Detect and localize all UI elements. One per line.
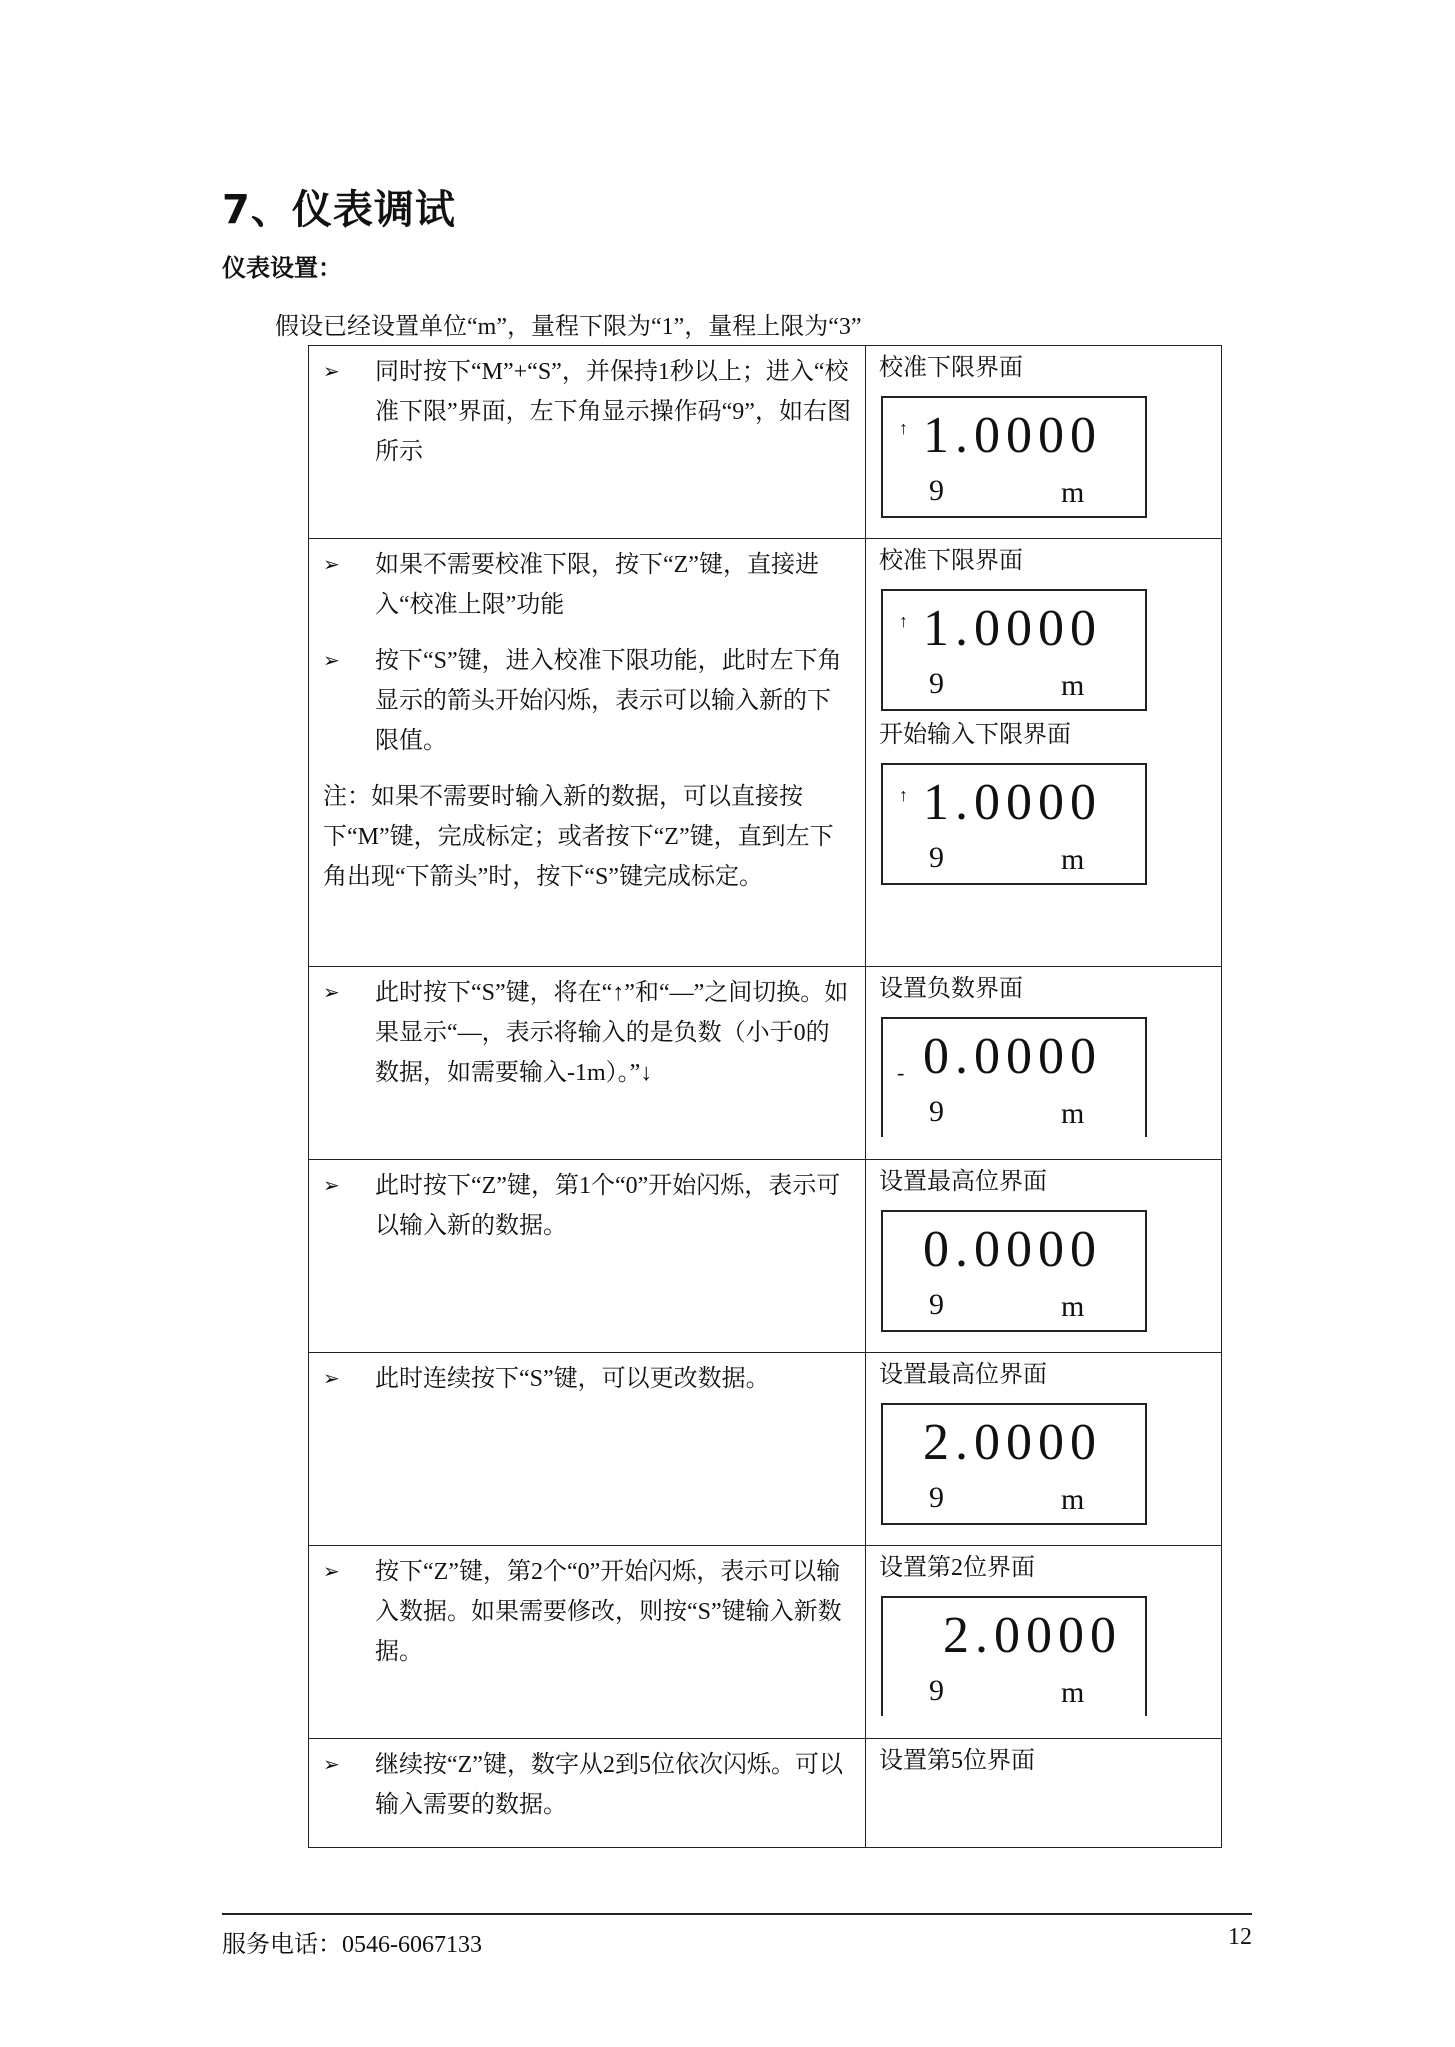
step-bullet — [323, 641, 851, 761]
up-arrow-icon: ↑ — [899, 785, 908, 805]
sub-title: 仪表设置： — [222, 254, 342, 282]
lcd-unit: m — [1061, 1676, 1085, 1709]
lcd-operation-code: 9 — [929, 1481, 944, 1514]
display-panel-cell — [866, 1739, 1222, 1848]
step-row-7 — [309, 1739, 1222, 1848]
page-number: 12 — [1228, 1924, 1252, 1950]
lcd-display — [881, 1017, 1147, 1137]
step-row-4 — [309, 1160, 1222, 1353]
step-row-3 — [309, 967, 1222, 1160]
bullet-text: 此时按下“S”键，将在“↑”和“—”之间切换。如果显示“—，表示将输入的是负数（小于0的数据，如需要输入-1m）。”↓ — [375, 980, 849, 1086]
lcd-display — [881, 1403, 1147, 1525]
up-arrow-icon: ↑ — [899, 611, 908, 631]
bullet-text: 按下“S”键，进入校准下限功能，此时左下角显示的箭头开始闪烁，表示可以输入新的下限值。 — [375, 648, 842, 754]
section-title: 7、仪表调试 — [222, 187, 456, 233]
lcd-display — [881, 763, 1147, 885]
up-arrow-icon: ↑ — [899, 418, 908, 438]
step-row-5 — [309, 1353, 1222, 1546]
step-description — [309, 539, 866, 967]
lcd-display — [881, 1596, 1147, 1716]
bullet-arrow-icon: ➢ — [323, 1175, 340, 1197]
display-panel-cell — [866, 1546, 1222, 1739]
lcd-reading: 2.0000 — [943, 1607, 1122, 1664]
panel-caption: 设置第2位界面 — [879, 1555, 1035, 1581]
lcd-unit: m — [1061, 1290, 1085, 1323]
panel-caption: 设置第5位界面 — [879, 1748, 1035, 1774]
lcd-operation-code: 9 — [929, 841, 944, 874]
bullet-text: 继续按“Z”键，数字从2到5位依次闪烁。可以输入需要的数据。 — [375, 1752, 843, 1818]
display-panel-cell — [866, 1353, 1222, 1546]
bullet-arrow-icon: ➢ — [323, 554, 340, 576]
bullet-arrow-icon: ➢ — [323, 982, 340, 1004]
display-panel-cell — [866, 539, 1222, 967]
step-description — [309, 1353, 866, 1546]
lcd-operation-code: 9 — [929, 474, 944, 507]
panel-caption: 开始输入下限界面 — [879, 722, 1071, 748]
panel-caption: 校准下限界面 — [879, 355, 1023, 381]
minus-sign-icon: - — [897, 1060, 905, 1085]
lcd-reading: 0.0000 — [923, 1028, 1102, 1085]
step-bullet — [323, 1552, 851, 1672]
bullet-text: 此时按下“Z”键，第1个“0”开始闪烁，表示可以输入新的数据。 — [375, 1173, 841, 1239]
display-panel-cell — [866, 346, 1222, 539]
lcd-operation-code: 9 — [929, 1288, 944, 1321]
step-bullet — [323, 1359, 851, 1399]
lcd-display — [881, 396, 1147, 518]
bullet-arrow-icon: ➢ — [323, 361, 340, 383]
steps-table — [308, 345, 1222, 1848]
lcd-reading: 0.0000 — [923, 1221, 1102, 1278]
lcd-display — [881, 589, 1147, 711]
panel-caption: 设置负数界面 — [879, 976, 1023, 1002]
step-row-2 — [309, 539, 1222, 967]
bullet-arrow-icon: ➢ — [323, 1368, 340, 1390]
step-bullet — [323, 1166, 851, 1246]
step-description — [309, 346, 866, 539]
footer-divider — [222, 1913, 1252, 1915]
panel-caption: 校准下限界面 — [879, 548, 1023, 574]
lcd-unit: m — [1061, 476, 1085, 509]
step-description — [309, 1546, 866, 1739]
lcd-reading: 2.0000 — [923, 1414, 1102, 1471]
lcd-operation-code: 9 — [929, 1095, 944, 1128]
step-bullet — [323, 1745, 851, 1825]
step-description — [309, 967, 866, 1160]
panel-caption: 设置最高位界面 — [879, 1362, 1047, 1388]
bullet-arrow-icon: ➢ — [323, 1561, 340, 1583]
lcd-unit: m — [1061, 843, 1085, 876]
step-description — [309, 1739, 866, 1848]
step-bullet — [323, 973, 851, 1093]
bullet-text: 如果不需要校准下限，按下“Z”键，直接进入“校准上限”功能 — [375, 552, 819, 618]
footer-service-phone: 服务电话：0546-6067133 — [222, 1932, 482, 1958]
step-row-1 — [309, 346, 1222, 539]
bullet-arrow-icon: ➢ — [323, 650, 340, 672]
lcd-unit: m — [1061, 1097, 1085, 1130]
lcd-operation-code: 9 — [929, 667, 944, 700]
lcd-operation-code: 9 — [929, 1674, 944, 1707]
lcd-unit: m — [1061, 1483, 1085, 1516]
bullet-text: 此时连续按下“S”键，可以更改数据。 — [375, 1366, 770, 1392]
step-bullet — [323, 545, 851, 625]
lcd-reading: 1.0000 — [923, 600, 1102, 657]
lcd-reading: 1.0000 — [923, 774, 1102, 831]
step-row-6 — [309, 1546, 1222, 1739]
bullet-arrow-icon: ➢ — [323, 1754, 340, 1776]
assumption-text: 假设已经设置单位“m”，量程下限为“1”，量程上限为“3” — [275, 314, 862, 340]
lcd-unit: m — [1061, 669, 1085, 702]
bullet-text: 同时按下“M”+“S”，并保持1秒以上；进入“校准下限”界面，左下角显示操作码“9”，如右图所示 — [375, 359, 851, 465]
lcd-display — [881, 1210, 1147, 1332]
step-note: 注：如果不需要时输入新的数据，可以直接按下“M”键，完成标定；或者按下“Z”键，直到左下角出现“下箭头”时，按下“S”键完成标定。 — [323, 784, 834, 890]
lcd-reading: 1.0000 — [923, 407, 1102, 464]
display-panel-cell — [866, 967, 1222, 1160]
panel-caption: 设置最高位界面 — [879, 1169, 1047, 1195]
step-description — [309, 1160, 866, 1353]
display-panel-cell — [866, 1160, 1222, 1353]
bullet-text: 按下“Z”键，第2个“0”开始闪烁，表示可以输入数据。如果需要修改，则按“S”键输入新数据。 — [375, 1559, 842, 1665]
step-bullet — [323, 352, 851, 472]
